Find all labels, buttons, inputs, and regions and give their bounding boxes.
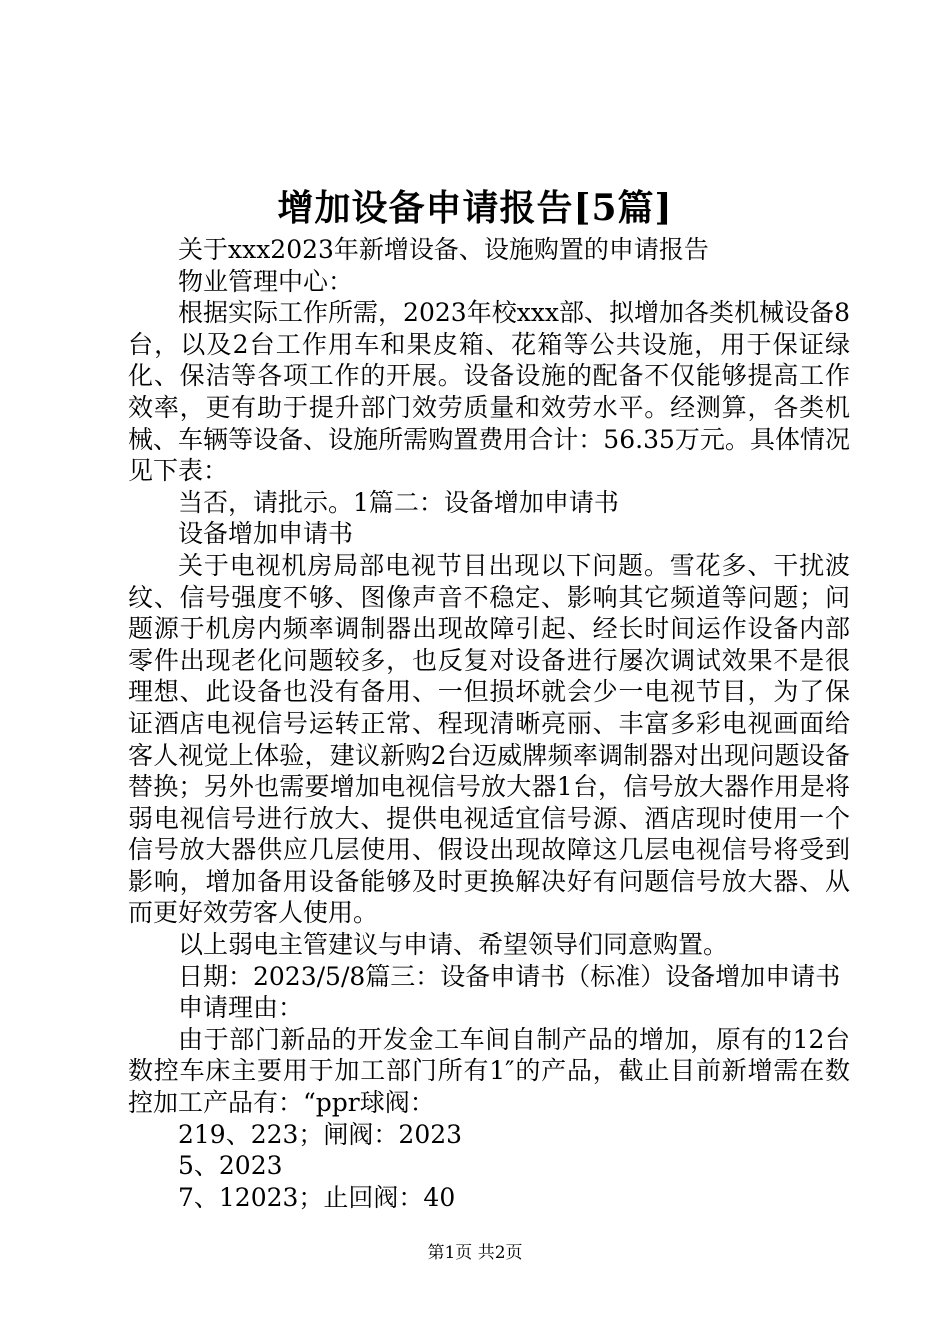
paragraph-reason-heading: 申请理由： <box>178 993 304 1023</box>
paragraph-list-line-1: 219、223；闸阀：2023 <box>178 1119 463 1149</box>
paragraph-heading-2: 设备增加申请书 <box>178 519 354 549</box>
document-title: 增加设备申请报告[5篇] <box>277 187 673 229</box>
paragraph-closing: 以上弱电主管建议与申请、希望领导们同意购置。 <box>178 930 729 960</box>
document-body <box>128 234 850 1213</box>
paragraph-tv-issue: 关于电视机房局部电视节目出现以下问题。雪花多、干扰波纹、信号强度不够、图像声音不稳定、影响其它频道等问题；问题源于机房内频率调制器出现故障引起、经长时间运作设备内部零件出现老化问题较多，也反复对设备进行屡次调试效果不是很理想、此设备也没有备用、一但损坏就会少一电视节目，为了保证酒店电视信号运转正常、程现清晰亮丽、丰富多彩电视画面给客人视觉上体验，建议新购2台迈威牌频率调制器对出现问题设备替换；另外也需要增加电视信号放大器1台，信号放大器作用是将弱电视信号进行放大、提供电视适宜信号源、酒店现时使用一个信号放大器供应几层使用、假设出现故障这几层电视信号将受到影响，增加备用设备能够及时更换解决好有问题信号放大器、从而更好效劳客人使用。 <box>128 550 850 928</box>
paragraph-subject: 关于xxx2023年新增设备、设施购置的申请报告 <box>178 235 709 264</box>
page-footer: 第1页 共2页 <box>427 1243 523 1263</box>
paragraph-reason-body: 由于部门新品的开发金工车间自制产品的增加，原有的12台数控车床主要用于加工部门所有1″的产品，截止目前新增需在数控加工产品有：“ppr球阀： <box>128 1024 850 1118</box>
paragraph-date: 日期：2023/5/8篇三：设备申请书（标准）设备增加申请书 <box>178 961 841 991</box>
paragraph-recipient: 物业管理中心： <box>178 266 354 296</box>
paragraph-approval: 当否，请批示。1篇二：设备增加申请书 <box>178 487 619 517</box>
paragraph-list-line-3: 7、12023；止回阀：40 <box>178 1182 456 1212</box>
paragraph-request-body: 根据实际工作所需，2023年校xxx部、拟增加各类机械设备8台，以及2台工作用车和果皮箱、花箱等公共设施，用于保证绿化、保洁等各项工作的开展。设备设施的配备不仅能够提高工作效率，更有助于提升部门效劳质量和效劳水平。经测算，各类机械、车辆等设备、设施所需购置费用合计：56.35万元。具体情况见下表： <box>128 298 850 486</box>
paragraph-list-line-2: 5、2023 <box>178 1151 283 1181</box>
